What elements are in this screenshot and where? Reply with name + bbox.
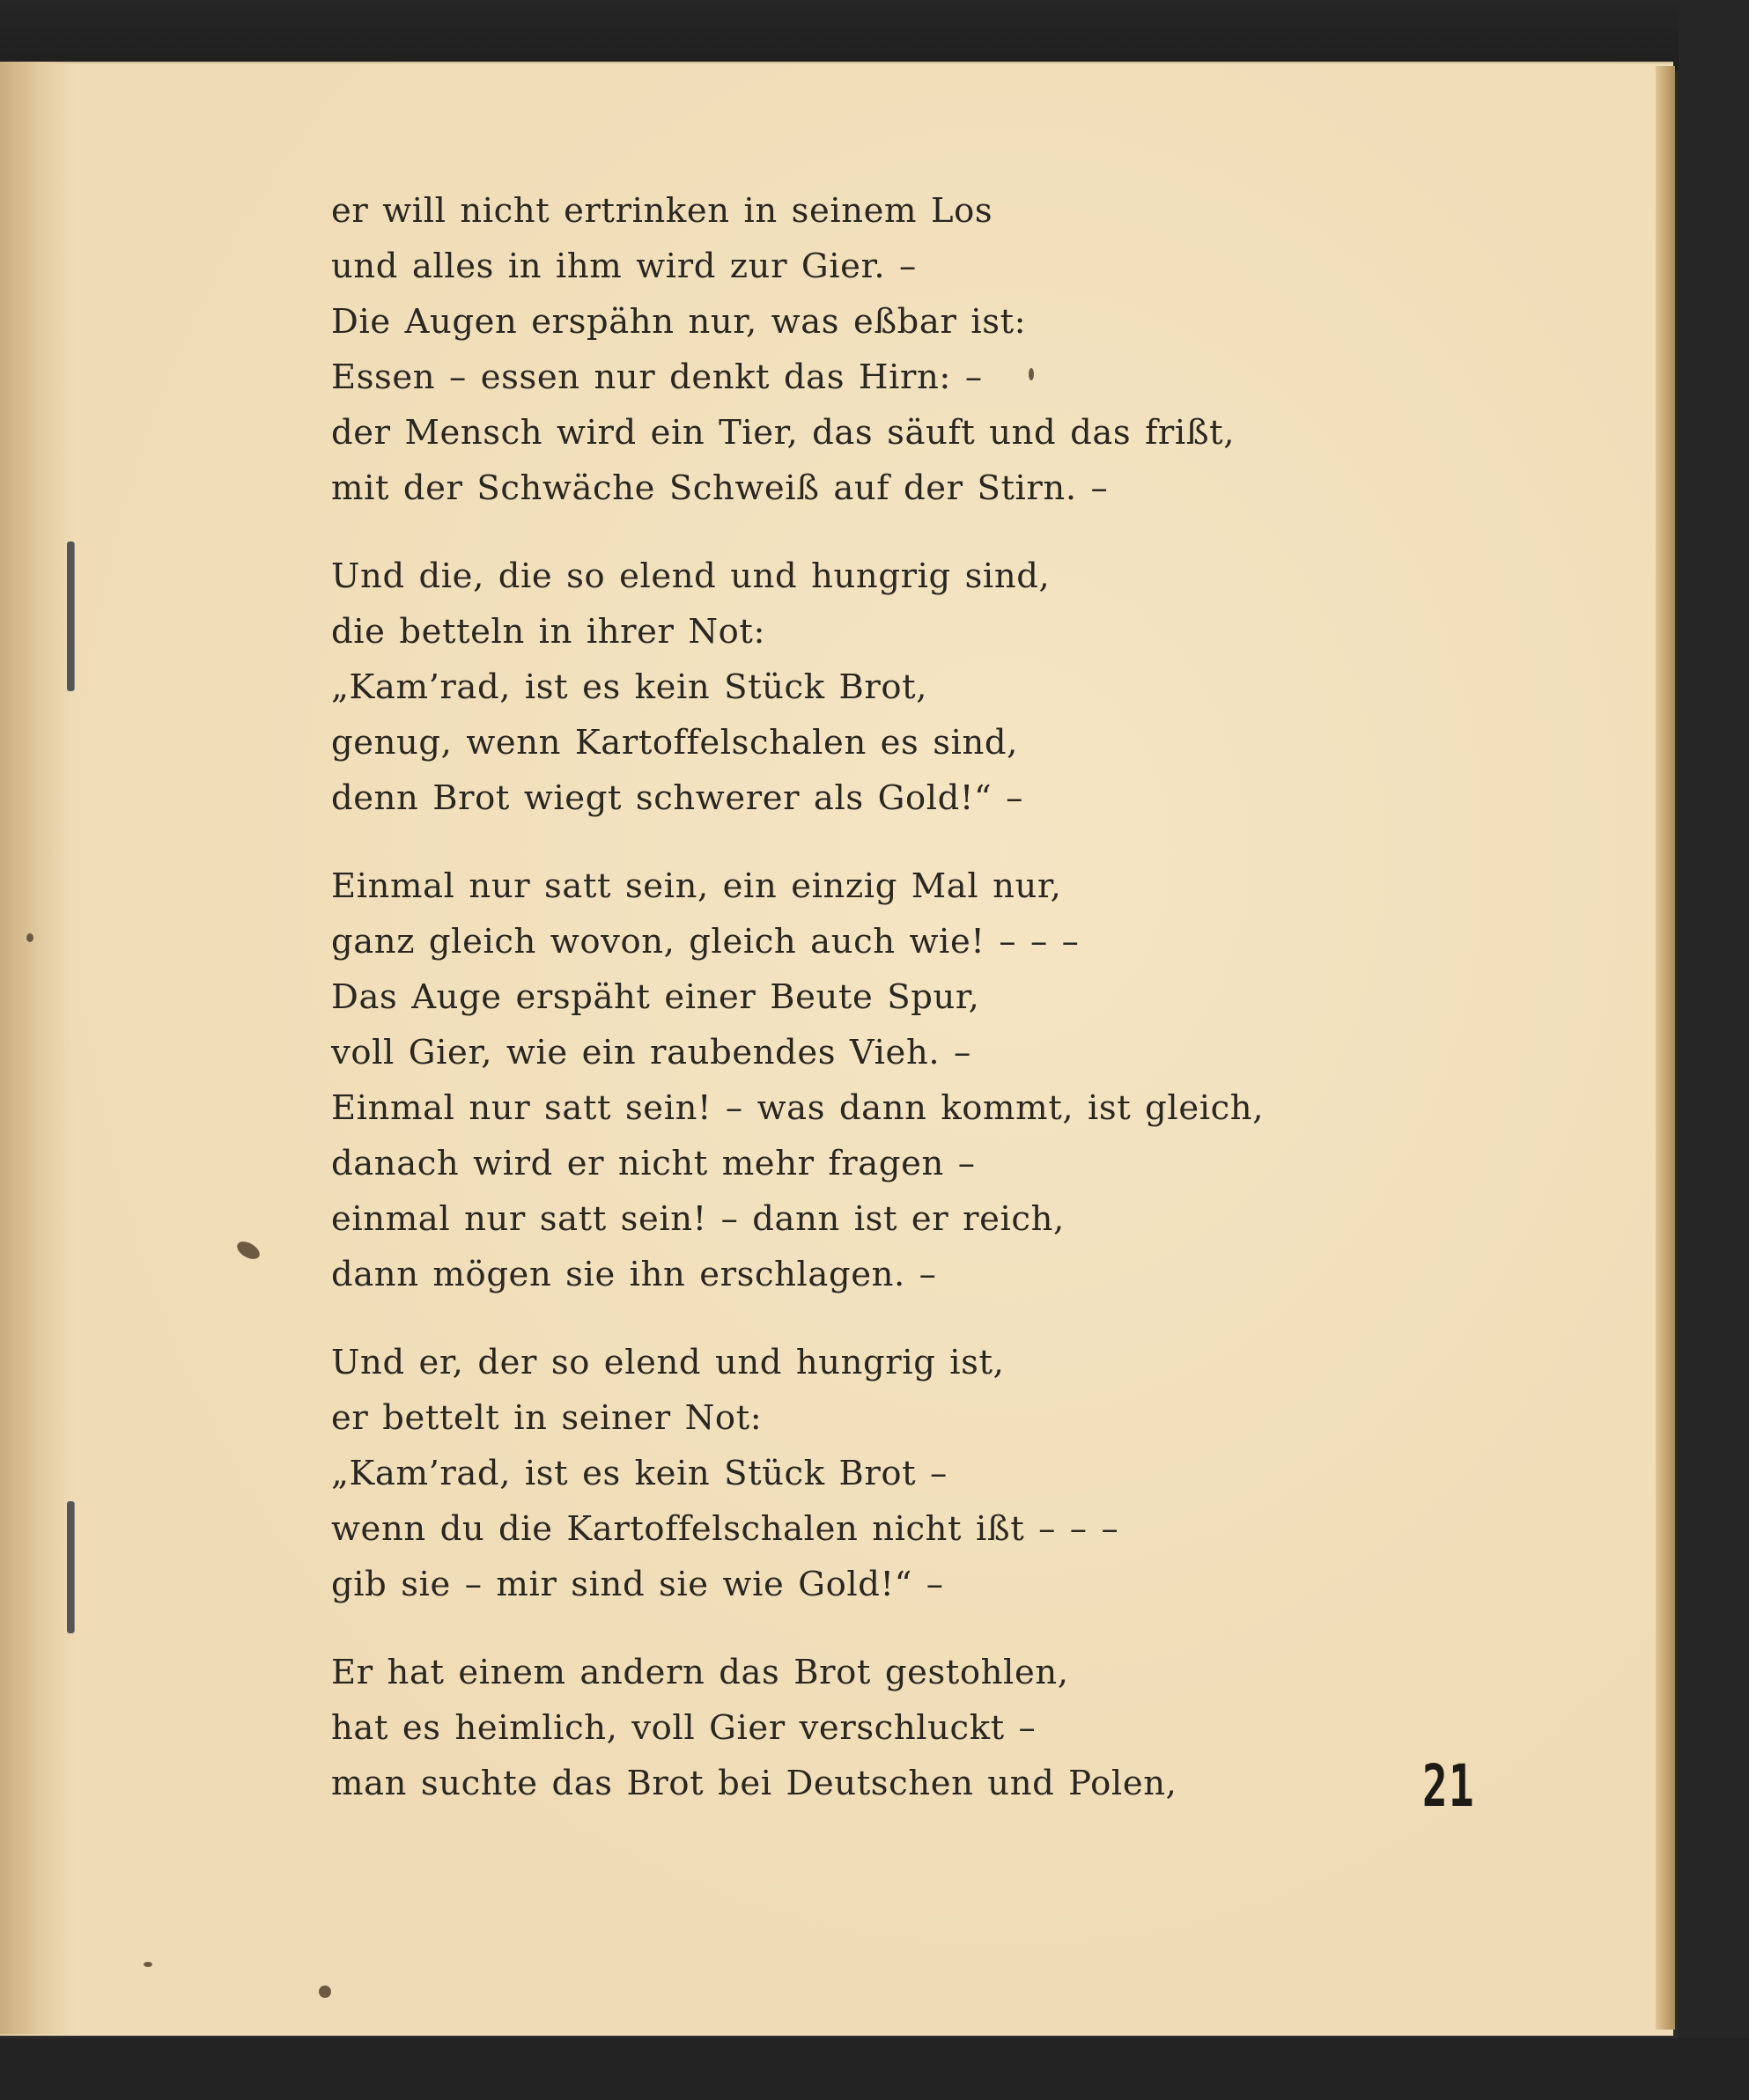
poem-line: „Kam’rad, ist es kein Stück Brot, <box>331 667 928 707</box>
poem-line: gib sie – mir sind sie wie Gold!“ – <box>331 1565 944 1604</box>
stanza-4 <box>331 1335 1388 1612</box>
poem-line: genug, wenn Kartoffelschalen es sind, <box>331 723 1019 763</box>
staple-top <box>67 542 74 691</box>
scan-background-right <box>1679 0 1749 2100</box>
poem-line: wenn du die Kartoffelschalen nicht ißt – – – <box>331 1509 1119 1549</box>
poem-line: danach wird er nicht mehr fragen – <box>331 1144 976 1183</box>
poem-line: ganz gleich wovon, gleich auch wie! – – – <box>331 922 1080 962</box>
staple-bottom <box>67 1501 74 1633</box>
paper-speck <box>26 933 33 942</box>
poem-line: Er hat einem andern das Brot gestohlen, <box>331 1653 1069 1692</box>
paper-speck <box>319 1986 331 1998</box>
poem-line: Und er, der so elend und hungrig ist, <box>331 1343 1005 1382</box>
stanza-3 <box>331 858 1388 1302</box>
poem-line: und alles in ihm wird zur Gier. – <box>331 247 917 286</box>
stanza-2 <box>331 549 1388 826</box>
poem-line: die betteln in ihrer Not: <box>331 612 766 652</box>
scan-background-top <box>0 0 1749 70</box>
page-number: 21 <box>1422 1752 1476 1820</box>
poem-line: er bettelt in seiner Not: <box>331 1398 763 1438</box>
poem-line: Einmal nur satt sein, ein einzig Mal nur, <box>331 866 1062 906</box>
poem-line: Die Augen erspähn nur, was eßbar ist: <box>331 302 1027 342</box>
poem-line: „Kam’rad, ist es kein Stück Brot – <box>331 1454 948 1493</box>
page-edge <box>1656 66 1675 2030</box>
poem-line: dann mögen sie ihn erschlagen. – <box>331 1255 937 1294</box>
poem-line: einmal nur satt sein! – dann ist er reich, <box>331 1199 1065 1239</box>
poem-line: Das Auge erspäht einer Beute Spur, <box>331 977 980 1017</box>
paper-speck <box>144 1962 152 1967</box>
scan-background-bottom <box>0 2038 1749 2100</box>
book-spine <box>0 62 70 2034</box>
poem-line: Essen – essen nur denkt das Hirn: – <box>331 357 983 397</box>
poem-line: der Mensch wird ein Tier, das säuft und das frißt, <box>331 413 1236 453</box>
poem-line: mit der Schwäche Schweiß auf der Stirn. – <box>331 468 1109 508</box>
stanza-5 <box>331 1645 1388 1811</box>
poem-line: Einmal nur satt sein! – was dann kommt, ist gleich, <box>331 1088 1265 1128</box>
poem-line: voll Gier, wie ein raubendes Vieh. – <box>331 1033 971 1072</box>
poem-text <box>331 183 1388 1811</box>
poem-line: er will nicht ertrinken in seinem Los <box>331 191 993 231</box>
stanza-1 <box>331 183 1388 516</box>
poem-line: Und die, die so elend und hungrig sind, <box>331 556 1051 596</box>
poem-line: denn Brot wiegt schwerer als Gold!“ – <box>331 778 1023 818</box>
poem-line: hat es heimlich, voll Gier verschluckt – <box>331 1708 1037 1748</box>
poem-line: man suchte das Brot bei Deutschen und Polen, <box>331 1764 1177 1803</box>
